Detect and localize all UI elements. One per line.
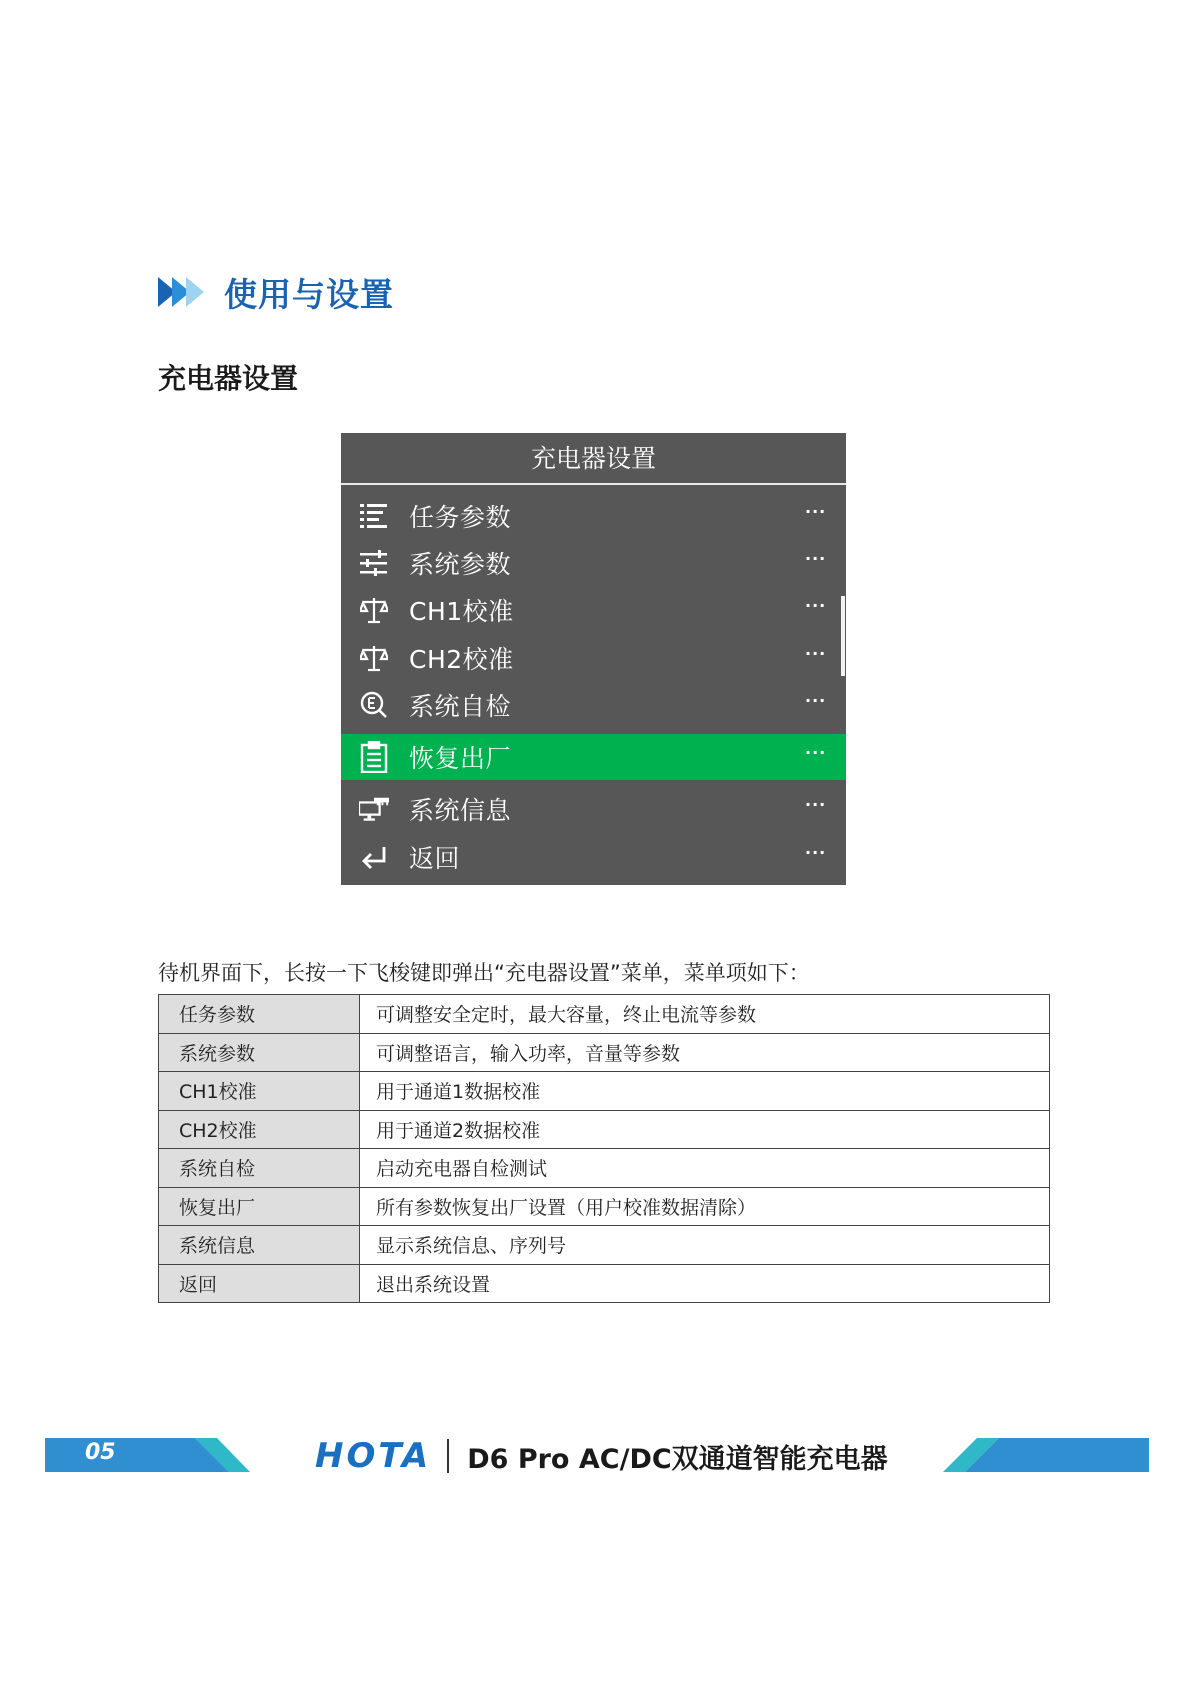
description-text: 待机界面下，长按一下飞梭键即弹出“充电器设置”菜单，菜单项如下： [158,961,810,985]
page-number-band [45,1438,250,1472]
divider [447,1439,449,1473]
more-icon: ··· [805,691,827,710]
table-key: 系统信息 [159,1226,360,1265]
charger-menu-screen [341,433,846,885]
menu-item-factory-reset[interactable] [341,734,846,780]
menu-item-label: 系统自检 [409,692,512,721]
menu-item-self-test[interactable] [341,682,846,728]
menu-item-label: 任务参数 [409,503,512,532]
more-icon: ··· [805,795,827,814]
table-key: 任务参数 [159,995,360,1034]
table-value: 可调整语言，输入功率，音量等参数 [360,1033,1050,1072]
menu-description-table [158,994,1050,1303]
clipboard-icon [359,742,389,772]
table-row [159,1149,1050,1188]
screen-title: 充电器设置 [341,433,846,485]
balance-icon [359,643,389,673]
menu-item-task-params[interactable] [341,493,846,539]
more-icon: ··· [805,502,827,521]
more-icon: ··· [805,644,827,663]
list-icon [359,501,389,531]
table-key: CH2校准 [159,1110,360,1149]
balance-icon [359,595,389,625]
monitor-icon [359,794,389,824]
menu-item-ch1-calibration[interactable] [341,587,846,633]
decorative-band [943,1438,1149,1472]
section-title: 使用与设置 [224,274,394,314]
more-icon: ··· [805,596,827,615]
menu-item-label: 返回 [409,844,461,873]
table-value: 用于通道2数据校准 [360,1110,1050,1149]
table-row [159,1187,1050,1226]
menu-item-label: CH2校准 [409,645,514,674]
more-icon: ··· [805,743,827,762]
table-row [159,1110,1050,1149]
table-value: 显示系统信息、序列号 [360,1226,1050,1265]
table-row [159,1226,1050,1265]
page-subtitle: 充电器设置 [158,362,299,395]
double-chevron-icon [158,274,208,310]
menu-item-system-params[interactable] [341,540,846,586]
table-value: 可调整安全定时，最大容量，终止电流等参数 [360,995,1050,1034]
table-value: 用于通道1数据校准 [360,1072,1050,1111]
menu-item-label: 系统信息 [409,796,512,825]
table-row [159,1033,1050,1072]
more-icon: ··· [805,843,827,862]
table-row [159,995,1050,1034]
hota-logo: HOTA [315,1436,432,1476]
table-row [159,1072,1050,1111]
return-icon [359,842,389,872]
scrollbar[interactable] [841,596,845,676]
menu-item-label: CH1校准 [409,597,514,626]
table-key: 系统参数 [159,1033,360,1072]
table-value: 所有参数恢复出厂设置（用户校准数据清除） [360,1187,1050,1226]
product-name: D6 Pro AC/DC双通道智能充电器 [467,1443,888,1475]
table-row [159,1264,1050,1303]
more-icon: ··· [805,549,827,568]
table-key: CH1校准 [159,1072,360,1111]
sliders-icon [359,548,389,578]
menu-item-system-info[interactable] [341,786,846,832]
menu-item-label: 恢复出厂 [409,744,512,773]
footer-brand [315,1435,888,1477]
menu-item-ch2-calibration[interactable] [341,635,846,681]
inspect-icon [359,690,389,720]
menu-item-label: 系统参数 [409,550,512,579]
table-key: 返回 [159,1264,360,1303]
menu-item-return[interactable] [341,834,846,880]
table-key: 恢复出厂 [159,1187,360,1226]
section-header [158,270,394,314]
table-value: 启动充电器自检测试 [360,1149,1050,1188]
table-key: 系统自检 [159,1149,360,1188]
table-value: 退出系统设置 [360,1264,1050,1303]
page-number: 05 [85,1440,116,1465]
